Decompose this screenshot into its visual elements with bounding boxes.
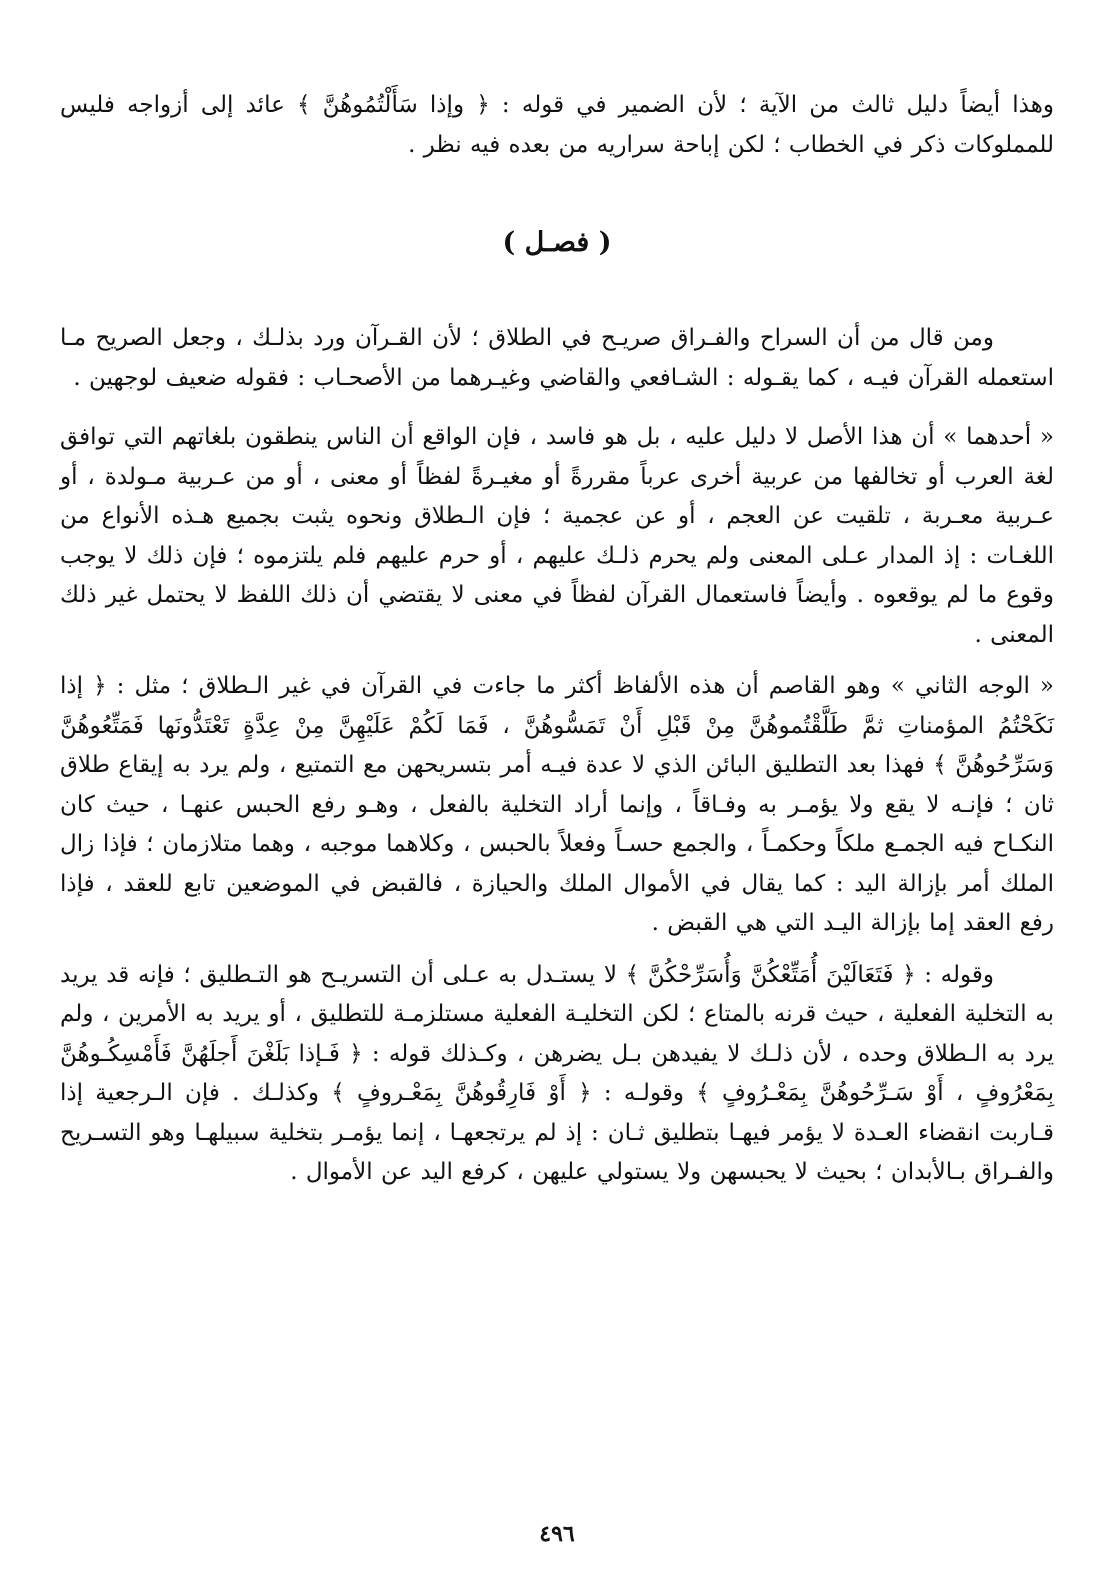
page-number: ٤٩٦ — [539, 1521, 575, 1547]
intro-paragraph: وهذا أيضاً دليل ثالث من الآية ؛ لأن الضمير في قوله : ﴿ وإذا سَأَلْتُمُوهُنَّ ﴾ عائد إلى أزواجه فليس للمملوكات ذكر في الخطاب ؛ لكن إباحة سراريه من بعده فيه نظر . — [60, 92, 1054, 158]
paragraph-quranic-usage: وقوله : ﴿ فَتَعَالَيْنَ أُمَتِّعْكُنَّ وَأُسَرِّحْكُنَّ ﴾ لا يستـدل به عـلى أن التسريـح هو التـطليق ؛ فإنه قد يريد به التخلية الفعلية ، حيث قرنه بالمتاع ؛ لكن التخليـة الفعلية مستلزمـة للتطليق ، أو يريد به الأمرين ، ولم يرد به الـطلاق وحده ، لأن ذلـك لا يفيدهن بـل يضرهن ، وكـذلك قوله : ﴿ فَـإذا بَلَغْنَ أَجلَهُنَّ فَأَمْسِكُـوهُنَّ بِمَعْرُوفٍ ، أَوْ سَـرِّحُوهُنَّ بِمَعْـرُوفٍ ﴾ وقولـه : ﴿ أَوْ فَارِقُوهُنَّ بِمَعْـروفٍ ﴾ وكذلـك . فإن الـرجعية إذا قـاربت انقضاء العـدة لا يؤمر فيهـا بتطليق ثـان : إذ لم يرتجعهـا ، إنما يؤمـر بتخلية سبيلهـا وهو التسـريح والفـراق بـالأبدان ؛ بحيث لا يحبسهن ولا يستولي عليهن ، كرفع اليد عن الأموال . — [60, 961, 1054, 1185]
section-heading: ( فصـل ) — [502, 227, 612, 258]
paragraph-opening: ومن قال من أن السراح والفـراق صريـح في الطلاق ؛ لأن القـرآن ورد بذلـك ، وجعل الصريح مـا استعمله القرآن فيـه ، كما يقـوله : الشـافعي والقاضي وغيـرهما من الأصحـاب : فقوله ضعيف لوجهين . — [60, 325, 1054, 391]
paragraph-second-reason: « الوجه الثاني » وهو القاصم أن هذه الألفاظ أكثر ما جاءت في القرآن في غير الـطلاق ؛ مثل : ﴿ إذا نَكَحْتُمُ المؤمناتِ ثمَّ طَلَّقْتُموهُنَّ مِنْ قَبْلِ أَنْ تَمَسُّوهُنَّ ، فَمَا لَكُمْ عَلَيْهِنَّ مِنْ عِدَّةٍ تَعْتَدُّونَها فَمَتِّعُوهُنَّ وَسَرِّحُوهُنَّ ﴾ فهذا بعد التطليق البائن الذي لا عدة فيـه أمر بتسريحهن مع التمتيع ، ولم يرد به إيقاع طلاق ثان ؛ فإنـه لا يقع ولا يؤمـر به وفـاقاً ، وإنما أراد التخلية بالفعل ، وهـو رفع الحبس عنهـا ، حيث كان النكـاح فيه الجمـع ملكاً وحكمـاً ، والجمع حسـاً وفعلاً بالحبس ، وكلاهما موجبه ، وهما متلازمان ؛ فإذا زال الملك أمر بإزالة اليد : كما يقال في الأموال الملك والحيازة ، فالقبض في الموضعين تابع للعقد ، فإذا رفع العقد إما بإزالة اليـد التي هي القبض . — [60, 673, 1055, 936]
paragraph-first-reason: « أحدهما » أن هذا الأصل لا دليل عليه ، بل هو فاسد ، فإن الواقع أن الناس ينطقون بلغاتهم التي توافق لغة العرب أو تخالفها من عربية أخرى عرباً مقررةً أو مغيـرةً لفظاً أو معنى ، أو من عـربية مـولدة ، أو عـربية معـربة ، تلقيت عن العجم ، أو عن عجمية ؛ فإن الـطلاق ونحوه يثبت بجميع هـذه الأنواع من اللغـات : إذ المدار عـلى المعنى ولم يحرم ذلـك عليهم ، أو حرم عليهم فلم يلتزموه ؛ فإن ذلك لا يوجب وقوع ما لم يوقعوه . وأيضاً فاستعمال القرآن لفظاً في معنى لا يقتضي أن ذلك اللفظ لا يحتمل غير ذلك المعنى . — [60, 424, 1054, 648]
book-page — [60, 86, 1054, 1193]
